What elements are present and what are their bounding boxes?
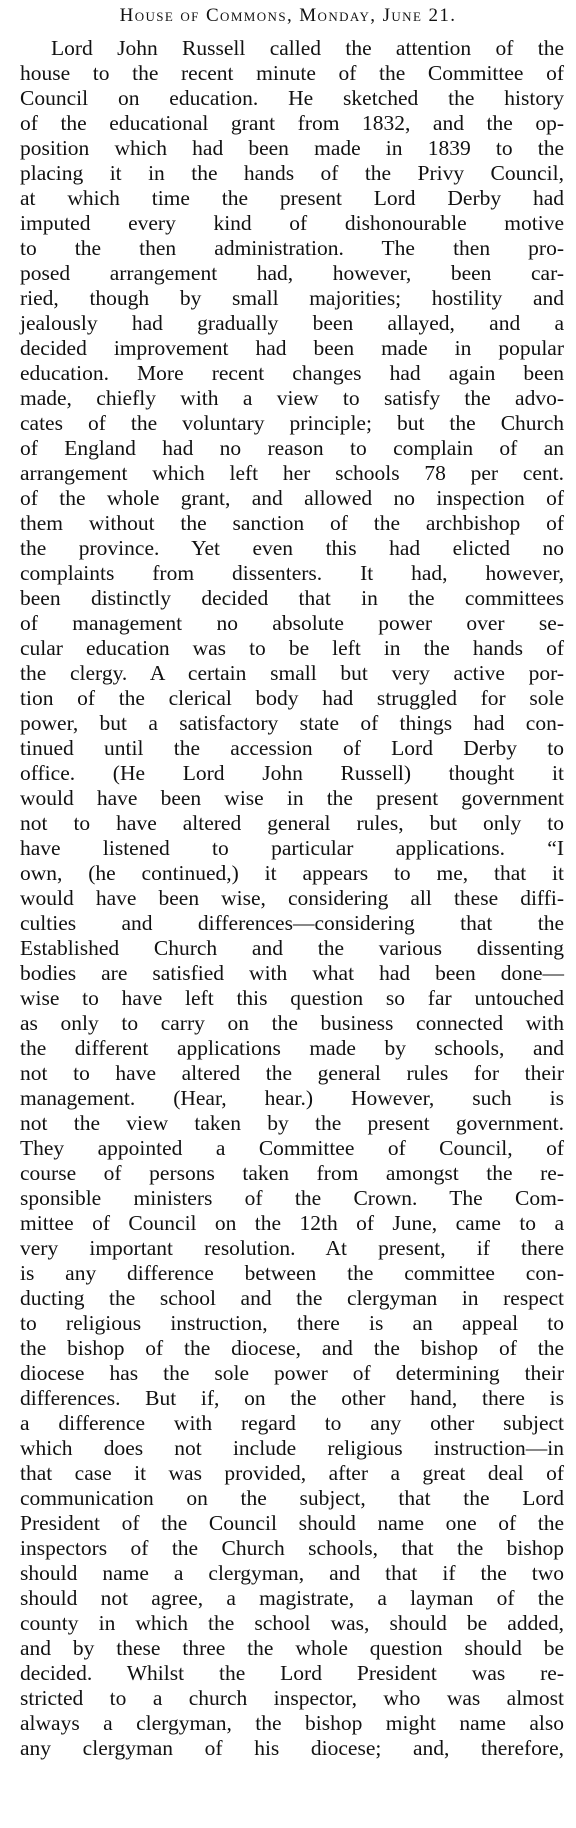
article-line: Lord John Russell called the attention of the [51, 36, 564, 60]
article-line: the province. Yet even this had elicted no [20, 536, 564, 560]
article-line: not to have altered the general rules for their [20, 1061, 564, 1085]
article-headline: House of Commons, Monday, June 21. [119, 5, 457, 26]
article-line: have listened to particular applications. “I [20, 836, 564, 860]
article-line: of the whole grant, and allowed no inspection of [20, 486, 564, 510]
article-line: sponsible ministers of the Crown. The Com- [20, 1186, 564, 1210]
article-line: mittee of Council on the 12th of June, came to a [20, 1211, 564, 1235]
article-line: posed arrangement had, however, been car- [20, 261, 564, 285]
article-line: power, but a satisfactory state of things had con- [20, 711, 564, 735]
article-line: tion of the clerical body had struggled for sole [20, 686, 564, 710]
article-line: diocese has the sole power of determining their [20, 1361, 564, 1385]
article-line: a difference with regard to any other subject [20, 1411, 564, 1435]
article-line: tinued until the accession of Lord Derby to [20, 736, 564, 760]
article-line: office. (He Lord John Russell) thought it [20, 761, 564, 785]
article-line: is any difference between the committee con- [20, 1261, 564, 1285]
article-line: arrangement which left her schools 78 per cent. [20, 461, 564, 485]
article-line: communication on the subject, that the Lord [20, 1486, 564, 1510]
article-line: would have been wise in the present government [20, 786, 564, 810]
article-line: They appointed a Committee of Council, of [20, 1136, 564, 1160]
article-line: management. (Hear, hear.) However, such is [20, 1086, 564, 1110]
article-line: county in which the school was, should be added, [20, 1611, 564, 1635]
article-line: stricted to a church inspector, who was almost [20, 1686, 564, 1710]
article-line: cates of the voluntary principle; but the Church [20, 411, 564, 435]
article-line: President of the Council should name one of the [20, 1511, 564, 1535]
article-line: been distinctly decided that in the committees [20, 586, 564, 610]
article-line: the bishop of the diocese, and the bishop of the [20, 1336, 564, 1360]
article-line: placing it in the hands of the Privy Council, [20, 161, 564, 185]
article-line: differences. But if, on the other hand, there is [20, 1386, 564, 1410]
article-line: education. More recent changes had again been [20, 361, 564, 385]
article-line: and by these three the whole question should be [20, 1636, 564, 1660]
article-line: complaints from dissenters. It had, however, [20, 561, 564, 585]
article-line: own, (he continued,) it appears to me, that it [20, 861, 564, 885]
article-line: at which time the present Lord Derby had [20, 186, 564, 210]
article-line: the clergy. A certain small but very active por- [20, 661, 564, 685]
article-line: Council on education. He sketched the history [20, 86, 564, 110]
article-body [0, 36, 576, 1761]
article-line: jealously had gradually been allayed, and a [20, 311, 564, 335]
article-line: ducting the school and the clergyman in respect [20, 1286, 564, 1310]
article-line: course of persons taken from amongst the re- [20, 1161, 564, 1185]
article-line: which does not include religious instruction—in [20, 1436, 564, 1460]
article-line: them without the sanction of the archbishop of [20, 511, 564, 535]
article-line: culties and differences—considering that the [20, 911, 564, 935]
article-line: decided improvement had been made in popular [20, 336, 564, 360]
article-line: of management no absolute power over se- [20, 611, 564, 635]
article-line: should name a clergyman, and that if the two [20, 1561, 564, 1585]
article-line: of England had no reason to complain of an [20, 436, 564, 460]
article-line: as only to carry on the business connected with [20, 1011, 564, 1035]
article-line: always a clergyman, the bishop might name also [20, 1711, 564, 1735]
article-line: that case it was provided, after a great deal of [20, 1461, 564, 1485]
article-line: house to the recent minute of the Committee of [20, 61, 564, 85]
article-line: inspectors of the Church schools, that the bishop [20, 1536, 564, 1560]
article-line: the different applications made by schools, and [20, 1036, 564, 1060]
article-line: to religious instruction, there is an appeal to [20, 1311, 564, 1335]
article-line: of the educational grant from 1832, and the op- [20, 111, 564, 135]
article-line: made, chiefly with a view to satisfy the advo- [20, 386, 564, 410]
article-line: imputed every kind of dishonourable motive [20, 211, 564, 235]
article-line: not to have altered general rules, but only to [20, 811, 564, 835]
article-line: to the then administration. The then pro- [20, 236, 564, 260]
article-line: very important resolution. At present, if there [20, 1236, 564, 1260]
article-line: decided. Whilst the Lord President was re- [20, 1661, 564, 1685]
article-line: position which had been made in 1839 to the [20, 136, 564, 160]
article-line: should not agree, a magistrate, a layman of the [20, 1586, 564, 1610]
article-line: wise to have left this question so far untouched [20, 986, 564, 1010]
article-line: Established Church and the various dissenting [20, 936, 564, 960]
article-line: not the view taken by the present government. [20, 1111, 564, 1135]
article-line: any clergyman of his diocese; and, therefore, [20, 1736, 564, 1760]
article-line: cular education was to be left in the hands of [20, 636, 564, 660]
article-line: would have been wise, considering all these diffi- [20, 886, 564, 910]
article-line: bodies are satisfied with what had been done— [20, 961, 564, 985]
article-line: ried, though by small majorities; hostility and [20, 286, 564, 310]
